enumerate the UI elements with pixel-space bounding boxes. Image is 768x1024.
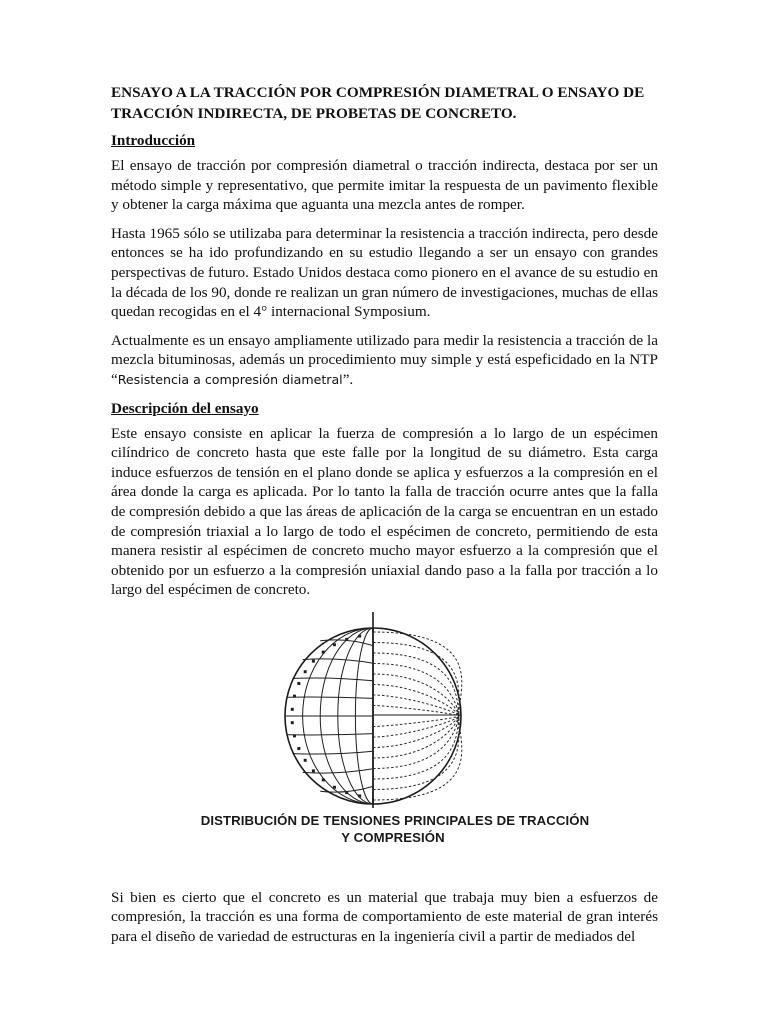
boundary-tick [333, 643, 336, 646]
contour-upper [373, 663, 459, 716]
final-paragraph: Si bien es cierto que el concreto es un material que trabaja muy bien a esfuerzos de compresión, la tracción es una forma de comportamiento de este material de gran interés para el diseño de variedad de estructuras en la ingeniería civil a partir de mediados del [111, 888, 658, 946]
contour-upper [373, 632, 462, 716]
contour-upper [373, 705, 459, 716]
boundary-tick [333, 786, 336, 789]
boundary-tick [293, 694, 296, 697]
stress-distribution-figure [111, 610, 659, 860]
contour-lower [373, 716, 459, 769]
title-line-2: TRACCIÓN INDIRECTA, DE PROBETAS DE CONCRETO. [111, 105, 517, 122]
trajectory-line [287, 733, 373, 734]
contour-lower [373, 716, 459, 748]
boundary-tick [297, 682, 300, 685]
boundary-tick [291, 721, 294, 724]
boundary-tick [345, 638, 348, 641]
boundary-tick [312, 769, 315, 772]
boundary-tick [312, 660, 315, 663]
boundary-tick [304, 670, 307, 673]
boundary-tick [291, 708, 294, 711]
title-line-1: ENSAYO A LA TRACCIÓN POR COMPRESIÓN DIAMETRAL O ENSAYO DE [111, 84, 645, 101]
trajectory-line [287, 697, 373, 698]
contour-upper [373, 684, 459, 716]
contour-lower [373, 716, 459, 727]
boundary-tick [358, 634, 361, 637]
boundary-tick [358, 794, 361, 797]
ntp-quote: Resistencia a compresión diametral [117, 371, 343, 387]
description-paragraph: Este ensayo consiste en aplicar la fuerza de compresión a lo largo de un espécimen cilíndrico de concreto hasta que este falle por la longitud de su diámetro. Esta carga induce esfuerzos de tensión en el plano donde se aplica y esfuerzos a la compresión en el área donde la carga es aplicada. Por lo tanto la falla de tracción ocurre antes que la falla de compresión debido a que las áreas de aplicación de la carga se encuentran en un estado de compresión triaxial a lo largo de todo el espécimen de concreto, permitiendo de esta manera resistir al espécimen de concreto mucho mayor esfuerzo a la compresión que el obtenido por un esfuerzo a la compresión uniaxial dando paso a la falla por tracción a lo largo del espécimen de concreto. [111, 424, 658, 599]
trajectory-line [292, 678, 373, 681]
intro-paragraph-1: El ensayo de tracción por compresión diametral o tracción indirecta, destaca por ser un método simple y representativo, que permite imitar la respuesta de un pavimento flexible y obtener la carga máxima que aguanta una mezcla antes de romper. [111, 157, 658, 214]
contour-lower [373, 716, 459, 758]
stress-diagram [111, 610, 659, 810]
contour-lower [373, 716, 462, 800]
boundary-tick [304, 759, 307, 762]
intro-heading: Introducción [111, 132, 196, 149]
document-title [111, 82, 658, 124]
intro-paragraph-3-end: ”. [342, 370, 354, 388]
boundary-tick [293, 734, 296, 737]
figure-caption-line-2: Y COMPRESIÓN [341, 829, 445, 845]
boundary-tick [322, 650, 325, 653]
boundary-tick [322, 778, 325, 781]
intro-paragraph-2: Hasta 1965 sólo se utilizaba para determinar la resistencia a tracción indirecta, pero desde entonces se ha ido profundizando en su estudio llegando a ser un ensayo con grandes perspectivas de futuro. Estado Unidos destaca como pionero en el avance de su estudio en la década de los 90, donde re realizan un gran número de investigaciones, muchas de ellas quedan recogidas en el 4° internacional Symposium. [111, 224, 658, 321]
boundary-tick [345, 791, 348, 794]
contour-upper [373, 674, 459, 716]
trajectory-line [292, 751, 373, 754]
intro-paragraph-3-text: Actualmente es un ensayo ampliamente utilizado para medir la resistencia a tracción de la mezcla bituminosas, además un procedimiento muy simple y está espeficidado en la NTP “ [111, 331, 658, 388]
intro-paragraph-3 [111, 331, 658, 390]
boundary-tick [297, 747, 300, 750]
description-heading: Descripción del ensayo [111, 399, 259, 417]
figure-caption-line-1: DISTRIBUCIÓN DE TENSIONES PRINCIPALES DE TRACCIÓN [200, 812, 590, 828]
